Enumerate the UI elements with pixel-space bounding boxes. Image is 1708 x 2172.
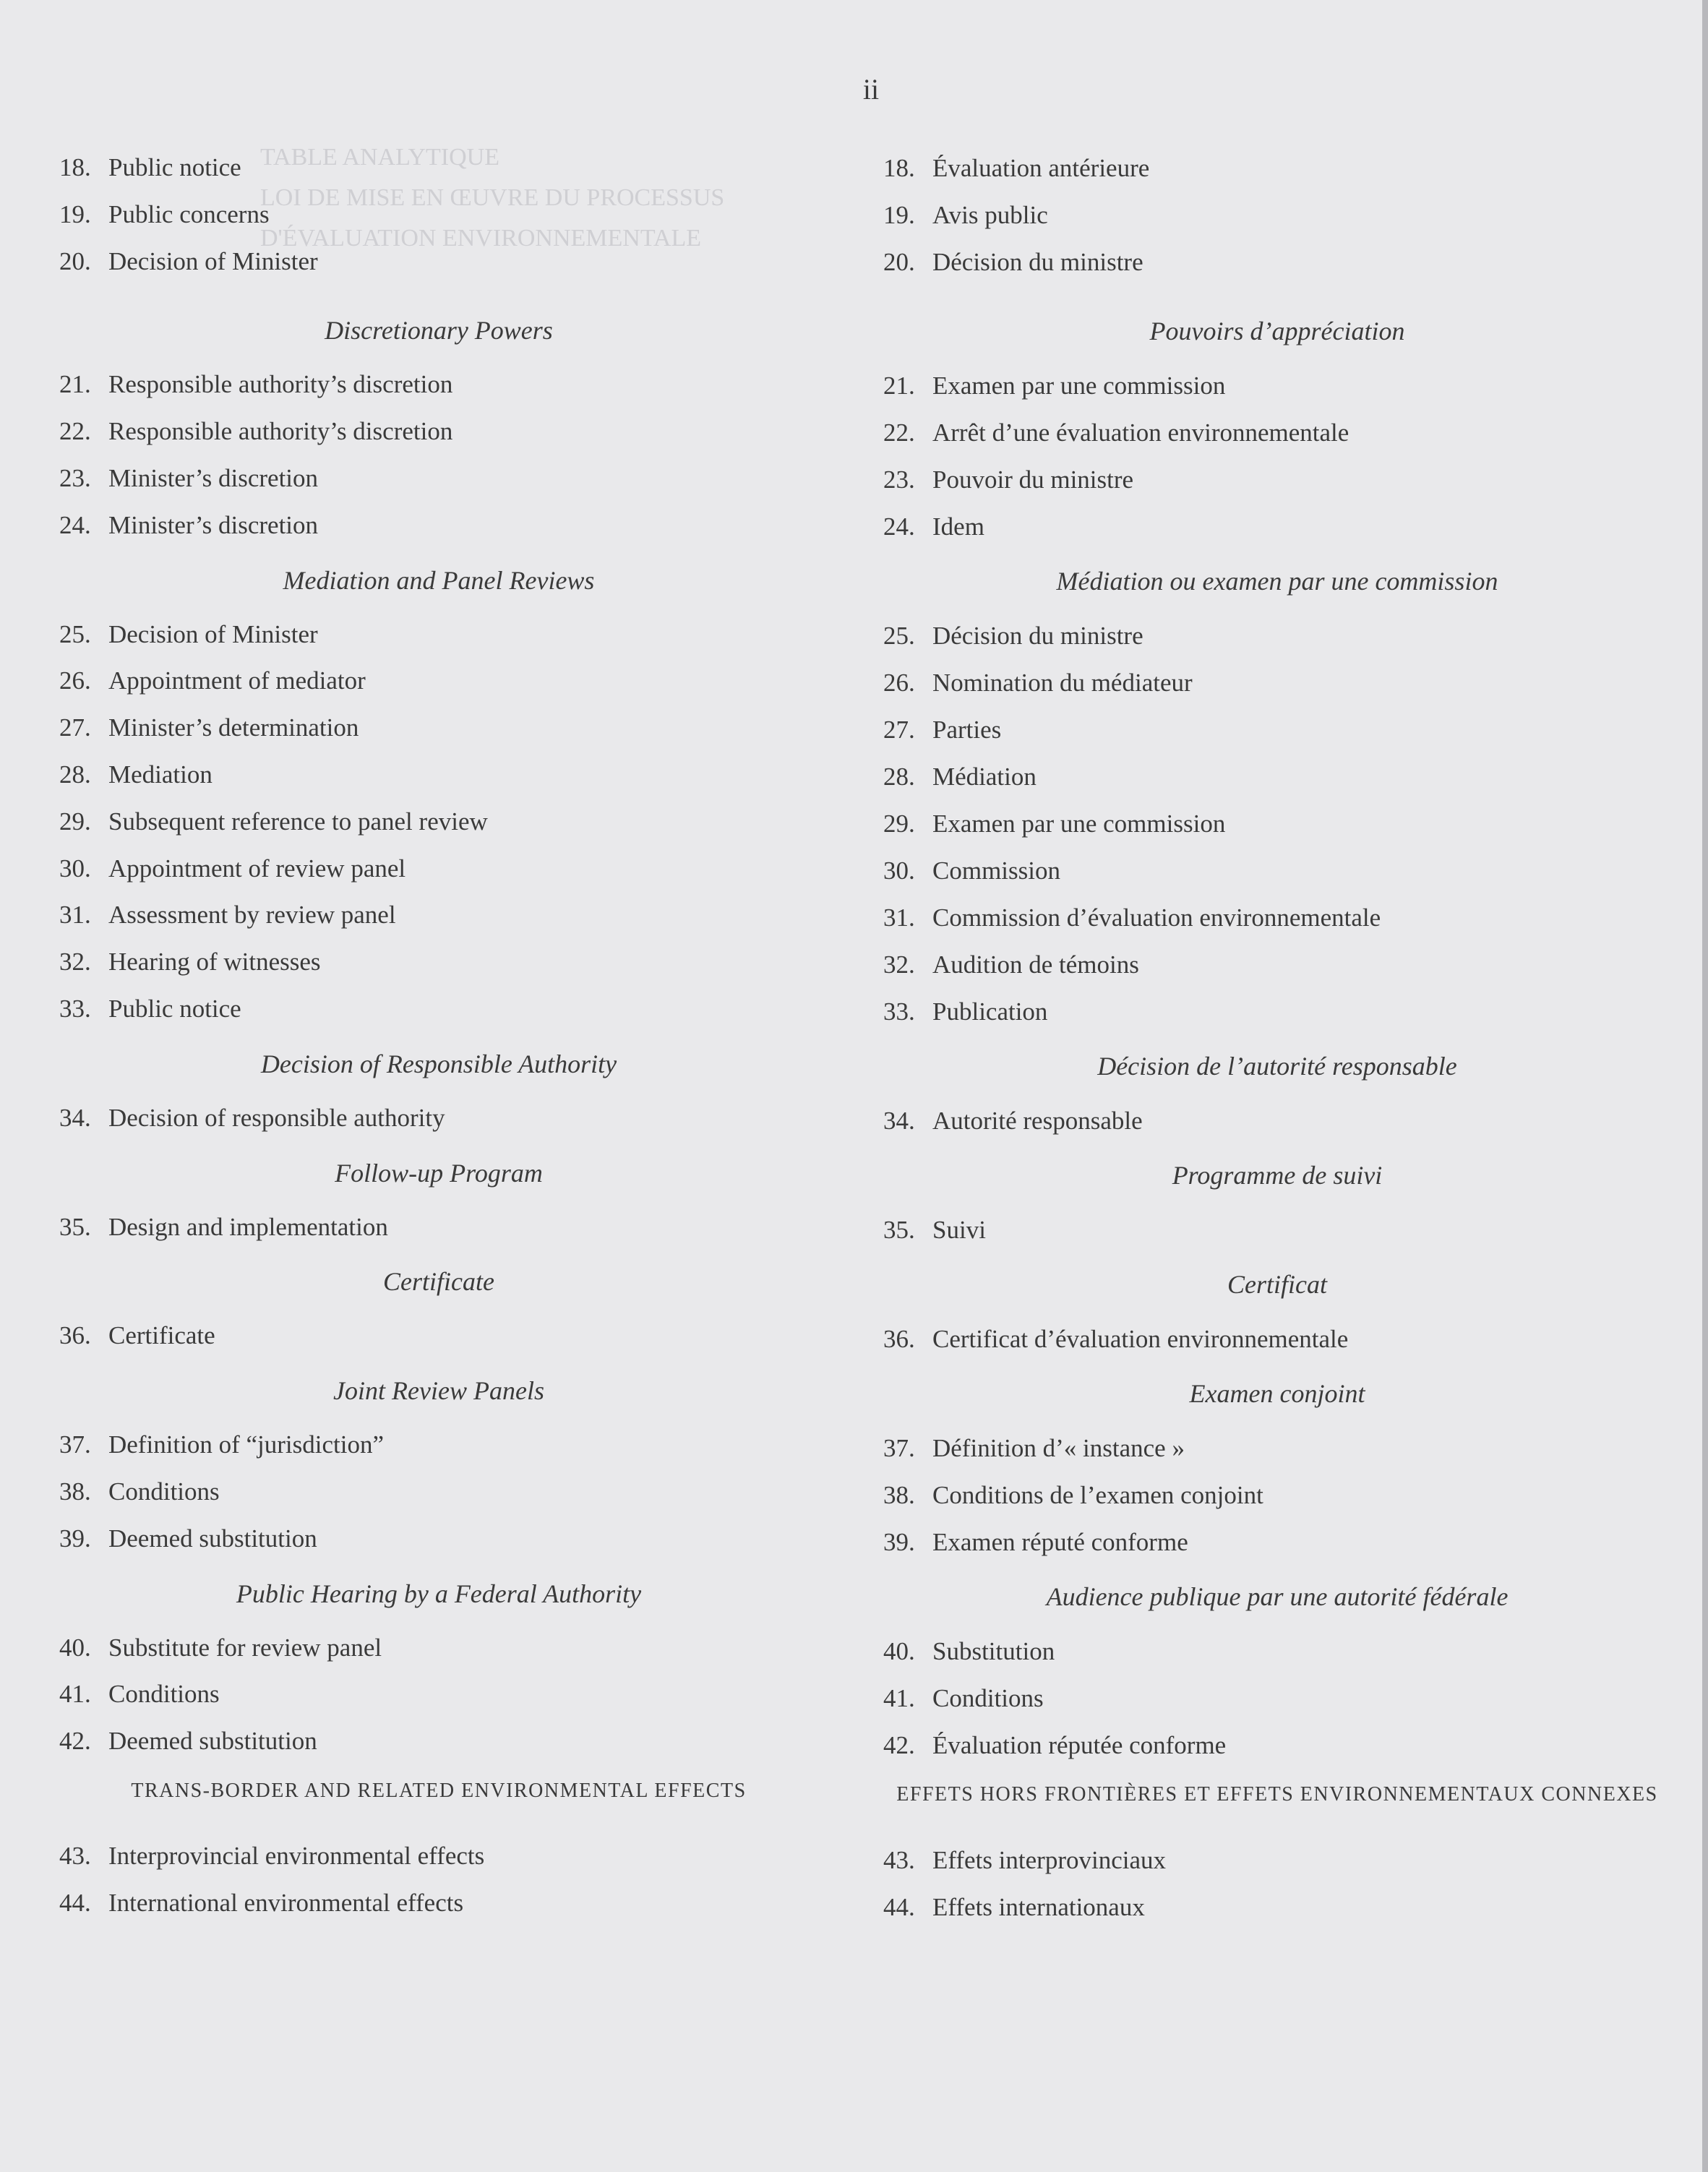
toc-entry: [883, 612, 1671, 659]
section-title: Deemed substitution: [108, 1727, 317, 1756]
section-number: 24.: [883, 512, 915, 541]
toc-entry: [883, 1472, 1671, 1519]
section-number: 35.: [883, 1216, 915, 1244]
group-heading: Décision de l’autorité responsable: [1097, 1052, 1457, 1081]
group-heading: Decision of Responsible Authority: [260, 1049, 617, 1078]
section-title: Decision of Minister: [108, 246, 318, 275]
section-title: Subsequent reference to panel review: [108, 807, 488, 836]
section-title: Décision du ministre: [932, 622, 1143, 650]
section-title: Appointment of mediator: [108, 666, 366, 695]
group-heading: Examen conjoint: [1189, 1379, 1365, 1408]
toc-group: [59, 299, 818, 549]
section-title: Conditions: [932, 1684, 1044, 1712]
section-number: 19.: [59, 199, 91, 228]
section-title: Conditions de l’examen conjoint: [932, 1481, 1263, 1509]
section-number: 21.: [59, 370, 91, 399]
toc-entry: [883, 847, 1671, 894]
section-number: 36.: [883, 1325, 915, 1353]
group-heading: Audience publique par une autorité fédérale: [1046, 1582, 1509, 1611]
section-title: Minister’s discretion: [108, 463, 319, 492]
toc-entry: [883, 1675, 1671, 1722]
toc-entry: [883, 659, 1671, 706]
section-number: 26.: [59, 666, 91, 695]
group-heading: Follow-up Program: [335, 1158, 543, 1188]
section-number: 39.: [883, 1528, 915, 1556]
section-title: Certificate: [108, 1321, 215, 1350]
toc-group: [59, 1033, 818, 1142]
section-number: 20.: [883, 248, 915, 276]
section-title: Effets interprovinciaux: [932, 1846, 1166, 1874]
section-number: 28.: [59, 760, 91, 789]
section-title: Idem: [932, 512, 984, 541]
french-column: [883, 145, 1671, 1931]
section-title: Nomination du médiateur: [932, 669, 1193, 697]
toc-group: [59, 1250, 818, 1360]
toc-entry: [59, 145, 818, 192]
toc-entry: [59, 986, 818, 1033]
section-title: International environmental effects: [108, 1888, 464, 1917]
toc-entry: [59, 846, 818, 893]
toc-group: [883, 550, 1671, 1035]
section-title: Examen réputé conforme: [932, 1528, 1188, 1556]
section-title: Minister’s determination: [108, 713, 359, 742]
toc-entry: [59, 939, 818, 986]
bleed-through-line: TABLE ANALYTIQUE: [260, 144, 499, 171]
toc-entry: [883, 800, 1671, 847]
toc-entry: [59, 502, 818, 549]
section-title: Commission d’évaluation environnementale: [932, 903, 1381, 932]
section-title: Arrêt d’une évaluation environnementale: [932, 418, 1349, 447]
section-title: Substitution: [932, 1637, 1055, 1665]
toc-entry: [883, 1425, 1671, 1472]
group-heading: Programme de suivi: [1172, 1161, 1383, 1190]
section-title: Interprovincial environmental effects: [108, 1841, 485, 1870]
toc-group: [883, 1035, 1671, 1144]
toc-entry: [59, 752, 818, 799]
toc-entry: [59, 611, 818, 658]
section-number: 32.: [883, 950, 915, 979]
section-number: 34.: [883, 1107, 915, 1135]
section-title: Parties: [932, 716, 1002, 744]
page-edge: [1702, 0, 1708, 2172]
toc-entry: [883, 941, 1671, 988]
section-title: Responsible authority’s discretion: [108, 417, 453, 446]
section-number: 32.: [59, 948, 91, 976]
page-number: ii: [862, 73, 880, 106]
toc-entry: [59, 799, 818, 846]
toc-entry: [59, 1880, 818, 1927]
group-heading: Certificat: [1227, 1270, 1327, 1299]
section-title: Public concerns: [108, 199, 270, 228]
section-title: Avis public: [932, 201, 1048, 229]
toc-entry: [883, 1837, 1671, 1884]
toc-entry: [883, 456, 1671, 503]
toc-group: [59, 1360, 818, 1562]
section-title: Mediation: [108, 760, 213, 789]
toc-group: [883, 145, 1671, 286]
section-number: 33.: [59, 994, 91, 1023]
toc-entry: [59, 705, 818, 752]
toc-entry: [883, 1206, 1671, 1253]
group-heading: Certificate: [383, 1267, 494, 1297]
section-title: Substitute for review panel: [108, 1633, 382, 1662]
toc-entry: [59, 1718, 818, 1765]
toc-group: [883, 1362, 1671, 1566]
section-title: Deemed substitution: [108, 1524, 317, 1553]
toc-group: [59, 1142, 818, 1251]
section-number: 22.: [59, 417, 91, 446]
part-heading: EFFETS HORS FRONTIÈRES ET EFFETS ENVIRONNEMENTAUX CONNEXES: [896, 1783, 1658, 1806]
toc-entry: [59, 192, 818, 239]
section-title: Audition de témoins: [932, 950, 1139, 979]
group-heading: Joint Review Panels: [333, 1376, 544, 1406]
toc-entry: [59, 1204, 818, 1251]
toc-entry: [883, 1722, 1671, 1769]
group-heading: Mediation and Panel Reviews: [283, 565, 595, 595]
toc-entry: [59, 1516, 818, 1563]
toc-entry: [883, 239, 1671, 286]
section-number: 42.: [59, 1727, 91, 1756]
section-title: Évaluation réputée conforme: [932, 1731, 1227, 1759]
toc-entry: [883, 1097, 1671, 1144]
toc-entry: [59, 1833, 818, 1880]
section-number: 44.: [59, 1888, 91, 1917]
section-number: 24.: [59, 510, 91, 539]
section-title: Décision du ministre: [932, 248, 1143, 276]
section-number: 25.: [59, 619, 91, 648]
section-number: 27.: [883, 716, 915, 744]
section-title: Design and implementation: [108, 1212, 388, 1241]
section-title: Minister’s discretion: [108, 510, 319, 539]
section-title: Appointment of review panel: [108, 854, 406, 883]
group-heading: Public Hearing by a Federal Authority: [236, 1579, 642, 1608]
section-number: 37.: [59, 1430, 91, 1459]
section-number: 23.: [59, 463, 91, 492]
section-title: Responsible authority’s discretion: [108, 370, 453, 399]
section-number: 38.: [883, 1481, 915, 1509]
section-number: 33.: [883, 997, 915, 1026]
section-title: Examen par une commission: [932, 810, 1226, 838]
section-number: 34.: [59, 1103, 91, 1132]
toc-entry: [883, 753, 1671, 800]
section-number: 42.: [883, 1731, 915, 1759]
section-number: 22.: [883, 418, 915, 447]
section-title: Suivi: [932, 1216, 986, 1244]
section-number: 36.: [59, 1321, 91, 1350]
toc-entry: [883, 503, 1671, 550]
toc-group: [59, 145, 818, 285]
toc-group: [59, 1563, 818, 1765]
toc-group: [59, 549, 818, 1033]
section-title: Évaluation antérieure: [932, 154, 1150, 182]
section-title: Conditions: [108, 1477, 220, 1506]
toc-entry: [59, 1625, 818, 1672]
section-number: 38.: [59, 1477, 91, 1506]
section-title: Decision of Minister: [108, 619, 318, 648]
toc-entry: [59, 239, 818, 286]
toc-entry: [59, 1313, 818, 1360]
section-number: 29.: [883, 810, 915, 838]
section-number: 28.: [883, 763, 915, 791]
section-title: Effets internationaux: [932, 1893, 1145, 1921]
toc-entry: [883, 1315, 1671, 1362]
toc-entry: [59, 1095, 818, 1142]
section-title: Commission: [932, 857, 1060, 885]
section-title: Définition d’« instance »: [932, 1434, 1185, 1462]
section-number: 25.: [883, 622, 915, 650]
section-title: Public notice: [108, 153, 241, 181]
english-column: [59, 145, 818, 1927]
section-number: 43.: [59, 1841, 91, 1870]
section-title: Pouvoir du ministre: [932, 465, 1134, 494]
toc-entry: [59, 455, 818, 502]
section-number: 20.: [59, 246, 91, 275]
toc-entry: [883, 706, 1671, 753]
group-heading: Discretionary Powers: [325, 316, 553, 345]
group-heading: Pouvoirs d’appréciation: [1149, 317, 1405, 345]
section-title: Public notice: [108, 994, 241, 1023]
toc-entry: [883, 894, 1671, 941]
section-number: 39.: [59, 1524, 91, 1553]
section-title: Decision of responsible authority: [108, 1103, 445, 1132]
section-number: 31.: [59, 901, 91, 930]
section-title: Certificat d’évaluation environnementale: [932, 1325, 1349, 1353]
toc-entry: [59, 1469, 818, 1516]
toc-group: [883, 1566, 1671, 1769]
toc-entry: [59, 1422, 818, 1469]
toc-entry: [883, 362, 1671, 409]
toc-entry: [59, 892, 818, 939]
section-number: 43.: [883, 1846, 915, 1874]
toc-entry: [883, 1519, 1671, 1566]
section-number: 37.: [883, 1434, 915, 1462]
section-number: 40.: [883, 1637, 915, 1665]
toc-entry: [883, 988, 1671, 1035]
section-title: Médiation: [932, 763, 1037, 791]
toc-entry: [883, 145, 1671, 192]
section-title: Examen par une commission: [932, 372, 1226, 400]
toc-group: [883, 1144, 1671, 1253]
toc-entry: [883, 1628, 1671, 1675]
section-number: 18.: [883, 154, 915, 182]
bleed-through-line: LOI DE MISE EN ŒUVRE DU PROCESSUS: [260, 184, 725, 211]
section-number: 23.: [883, 465, 915, 494]
section-title: Autorité responsable: [932, 1107, 1143, 1135]
toc-entry: [883, 192, 1671, 239]
section-number: 26.: [883, 669, 915, 697]
section-number: 30.: [883, 857, 915, 885]
section-title: Hearing of witnesses: [108, 948, 321, 976]
section-number: 41.: [59, 1680, 91, 1709]
section-number: 18.: [59, 153, 91, 181]
section-number: 35.: [59, 1212, 91, 1241]
toc-entry: [59, 361, 818, 408]
group-heading: Médiation ou examen par une commission: [1056, 567, 1498, 596]
toc-group: [883, 1253, 1671, 1362]
section-number: 44.: [883, 1893, 915, 1921]
section-number: 31.: [883, 903, 915, 932]
section-number: 30.: [59, 854, 91, 883]
toc-group: [883, 300, 1671, 550]
section-number: 21.: [883, 372, 915, 400]
section-number: 19.: [883, 201, 915, 229]
section-title: Publication: [932, 997, 1048, 1026]
section-number: 29.: [59, 807, 91, 836]
toc-entry: [883, 1884, 1671, 1931]
section-title: Assessment by review panel: [108, 901, 396, 930]
toc-entry: [59, 1671, 818, 1718]
toc-entry: [59, 408, 818, 455]
toc-entry: [883, 409, 1671, 456]
toc-entry: [59, 658, 818, 705]
part-heading: TRANS-BORDER AND RELATED ENVIRONMENTAL EFFECTS: [131, 1779, 747, 1802]
section-number: 40.: [59, 1633, 91, 1662]
section-number: 41.: [883, 1684, 915, 1712]
section-number: 27.: [59, 713, 91, 742]
bleed-through-line: D'ÉVALUATION ENVIRONNEMENTALE: [260, 225, 701, 252]
section-title: Definition of “jurisdiction”: [108, 1430, 385, 1459]
section-title: Conditions: [108, 1680, 220, 1709]
